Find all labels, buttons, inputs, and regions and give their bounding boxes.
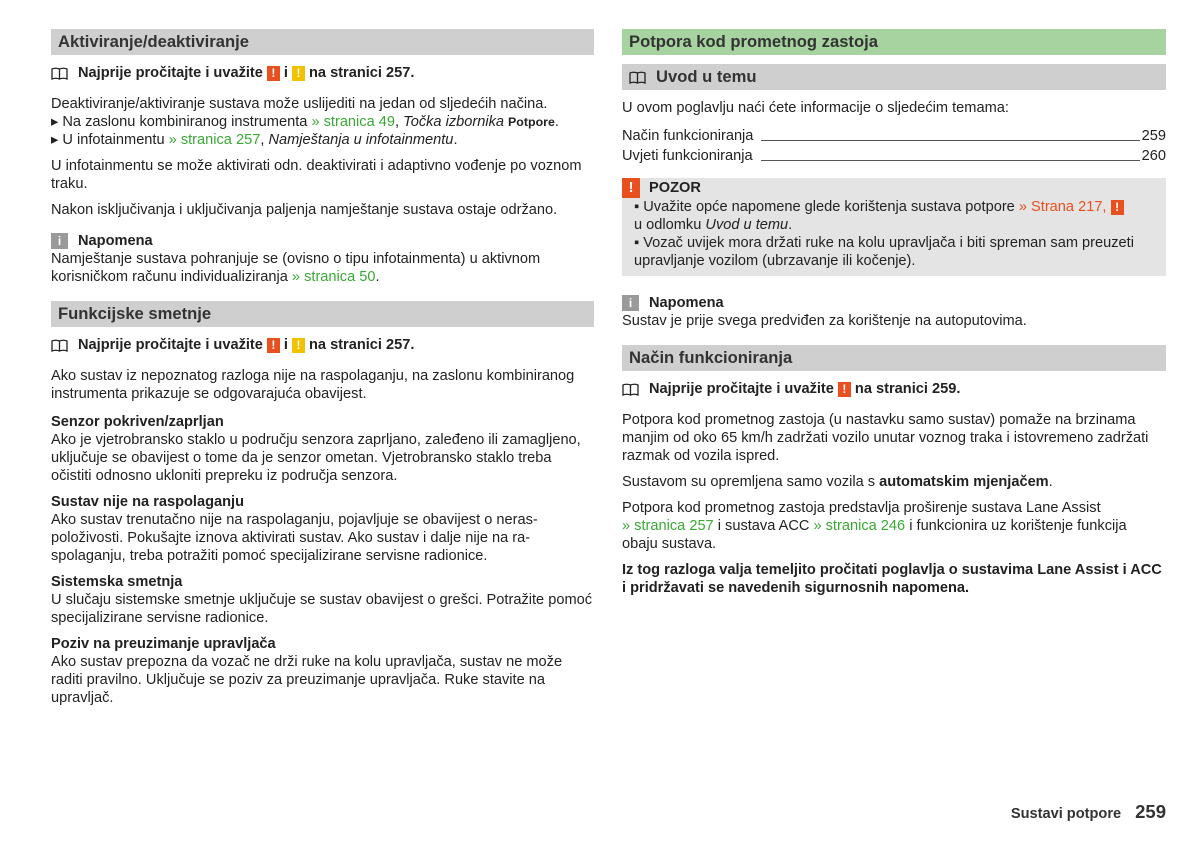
warning-icon[interactable]: ! (1111, 200, 1124, 215)
chapter-header: Potpora kod prometnog zastoja (622, 29, 1166, 55)
subheading: Sustav nije na raspolaganju (51, 494, 245, 510)
left-column (51, 29, 594, 715)
caution-item: ▪ Uvažite opće napomene glede korištenja sustava potpore » Strana 217, ! u odlomku Uvod u temu. (622, 198, 1166, 234)
section-header-function: Način funkcioniranja (622, 345, 1166, 371)
right-column (622, 29, 1166, 605)
read-first-notice: Najprije pročitajte i uvažite ! i ! na stranici 257. (51, 336, 594, 354)
page-link[interactable]: » stranica 50 (291, 269, 376, 285)
paragraph: Ako sustav iz nepoznatog razloga nije na raspolaganju, na zaslonu kombiniranog instrumenta prikazuje se odgovarajuća obavijest. (51, 368, 575, 402)
toc-entry[interactable]: Način funkcioniranja 259 (622, 128, 1166, 144)
caution-icon[interactable]: ! (292, 66, 305, 81)
page-link[interactable]: » stranica 49 (311, 114, 395, 130)
paragraph: Deaktiviranje/aktiviranje sustava može uslijediti na jedan od sljedećih načina. ▸ Na zaslonu kombiniranog instrumenta » stranica 49, Točka izbornika Potpore. ▸ U infotainmentu » stranica 257, Namještanja u infotainmentu. (51, 96, 559, 148)
note-heading: i Napomena (51, 232, 594, 250)
read-first-notice: Najprije pročitajte i uvažite ! i ! na stranici 257. (51, 64, 594, 82)
subheading: Senzor pokriven/zaprljan (51, 414, 224, 430)
malfunction-item: Sistemska smetnja U slučaju sistemske smetnje uključuje se sustav obavijest o grešci. Potražite pomoć specijalizirane servisne radionice. (51, 574, 593, 626)
book-icon (51, 67, 68, 80)
caution-icon[interactable]: ! (292, 338, 305, 353)
paragraph: U infotainmentu se može aktivirati odn. deaktivirati i adaptivno vođenje po voznom traku. (51, 158, 582, 192)
note-text: Sustav je prije svega predviđen za korištenje na autoputovima. (622, 313, 1027, 329)
subheading: Poziv na preuzimanje upravljača (51, 636, 276, 652)
section-header-malfunctions: Funkcijske smetnje (51, 301, 594, 327)
paragraph: U ovom poglavlju naći ćete informacije o sljedećim temama: (622, 100, 1009, 116)
paragraph: Sustavom su opremljena samo vozila s automatskim mjenjačem. (622, 474, 1053, 490)
footer-title: Sustavi potpore (1010, 806, 1122, 822)
read-first-notice: Najprije pročitajte i uvažite ! na stranici 259. (622, 380, 1166, 398)
note-text: Namještanje sustava pohranjuje se (ovisno o tipu infotainmenta) u aktivnom korisničkom računu individualiziranja » stranica 50. (51, 251, 541, 285)
page-number: 259 (1135, 801, 1166, 822)
book-icon (51, 339, 68, 352)
paragraph: Nakon isključivanja i uključivanja paljenja namještanje sustava ostaje održano. (51, 202, 558, 218)
caution-item: ▪ Vozač uvijek mora držati ruke na kolu upravljača i biti spreman sam preuzeti upravljanje vozilom (ubrzavanje ili kočenje). (634, 235, 1134, 269)
page-link[interactable]: » stranica 246 (813, 518, 906, 534)
paragraph: Potpora kod prometnog zastoja predstavlja proširenje sustava Lane Assist » stranica 257 i sustava ACC » stranica 246 i funkcionira uz korištenje funkcija obaju sustava. (622, 500, 1127, 552)
warning-icon[interactable]: ! (838, 382, 851, 397)
warning-icon[interactable]: ! (267, 338, 280, 353)
book-icon (622, 383, 639, 396)
malfunction-item: Sustav nije na raspolaganju Ako sustav trenutačno nije na raspolaganju, pojavljuje se obavijest o neraspoloživosti. Pokušajte iznova aktivirati sustav. Ako sustav i dalje nije na raspolaganju, treba potražiti pomoć specijalizirane servisne radionice. (51, 493, 594, 565)
warning-icon[interactable]: ! (267, 66, 280, 81)
page-footer (1011, 803, 1166, 823)
toc-entry[interactable]: Uvjeti funkcioniranja 260 (622, 148, 1166, 164)
page-link[interactable]: » Strana 217, (1018, 199, 1107, 215)
book-icon (629, 71, 646, 84)
section-header-intro: Uvod u temu (622, 64, 1166, 90)
page-link[interactable]: » stranica 257 (622, 518, 714, 534)
warning-icon: ! (622, 178, 640, 198)
paragraph-bold: Iz tog razloga valja temeljito pročitati poglavlja o sustavima Lane Assist i ACC i pridržavati se navedenih sigurnosnih napomena. (622, 562, 1162, 596)
paragraph: Potpora kod prometnog zastoja (u nastavku samo sustav) pomaže na brzinama manjim od oko 65 km/h zadržati vozilo unutar voznog traka i istovremeno zadržati razmak od vozila ispred. (622, 412, 1149, 464)
page-link[interactable]: » stranica 257 (168, 132, 261, 148)
note-heading: i Napomena (622, 294, 1166, 312)
subheading: Sistemska smetnja (51, 574, 183, 590)
caution-heading: ! POZOR (622, 178, 1166, 198)
info-icon: i (622, 295, 639, 311)
malfunction-item: Senzor pokriven/zaprljan Ako je vjetrobransko staklo u području senzora zaprljano, zaleđeno ili zamagljeno, uključuje se obavijest o tome da je senzor ometan. Vjetrobransko staklo treba očistiti odnosno ukloniti prepreku iz područja senzora. (51, 413, 594, 485)
section-header-activation: Aktiviranje/deaktiviranje (51, 29, 594, 55)
info-icon: i (51, 233, 68, 249)
malfunction-item: Poziv na preuzimanje upravljača Ako sustav prepozna da vozač ne drži ruke na kolu upravljača, sustav ne može raditi pravilno. Uključuje se poziv za preuzimanje upravljača. Ruke stavite na upravljač. (51, 635, 594, 707)
caution-box (622, 178, 1166, 276)
